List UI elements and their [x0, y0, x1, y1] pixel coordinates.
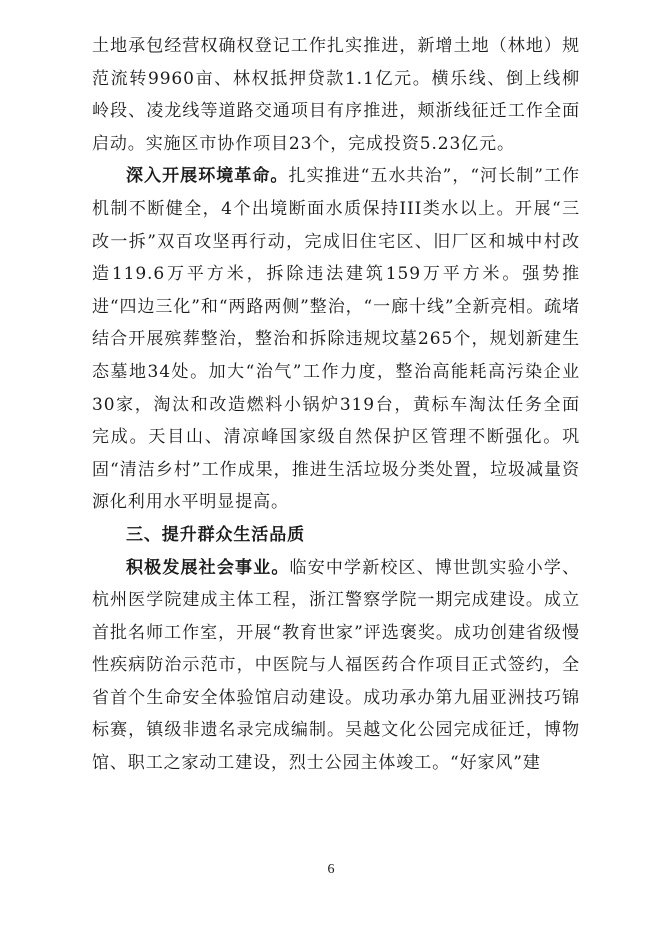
paragraph-lead-environment: 深入开展环境革命。 [126, 166, 289, 187]
paragraph-lead-social: 积极发展社会事业。 [126, 557, 290, 578]
paragraph-body-social: 临安中学新校区、博世凯实验小学、杭州医学院建成主体工程，浙江警察学院一期完成建设。成立首批名师工作室，开展“教育世家”评选褒奖。成功创建省级慢性疾病防治示范市，中医院与人福医药合作项目正式签约，全省首个生命安全体验馆启动建设。成功承办第九届亚洲技巧锦标赛，镇级非遗名录完成编制。吴越文化公园完成征迁，博物馆、职工之家动工建设，烈士公园主体竣工。“好家风”建 [92, 557, 580, 774]
section-heading: 三、提升群众生活品质 [126, 524, 305, 545]
paragraph-land-reform: 土地承包经营权确权登记工作扎实推进，新增土地（林地）规范流转9960亩、林权抵押贷款1.1亿元。横乐线、倒上线柳岭段、凌龙线等道路交通项目有序推进，颊浙线征迁工作全面启动。实施区市协作项目23个，完成投资5.23亿元。 [92, 36, 580, 154]
paragraph-social-affairs [92, 552, 580, 780]
page-number: 6 [327, 862, 335, 877]
document-page [92, 30, 580, 780]
paragraph-body-environment: 扎实推进“五水共治”，“河长制”工作机制不断健全，4个出境断面水质保持III类水以上。开展“三改一拆”双百攻坚再行动，完成旧住宅区、旧厂区和城中村改造119.6万平方米，拆除违法建筑159万平方米。强势推进“四边三化”和“两路两侧”整治，“一廊十线”全新亮相。疏堵结合开展殡葬整治，整治和拆除违规坟墓265个，规划新建生态墓地34处。加大“治气”工作力度，整治高能耗高污染企业30家，淘汰和改造燃料小锅炉319台，黄标车淘汰任务全面完成。天目山、清凉峰国家级自然保护区管理不断强化。巩固“清洁乡村”工作成果，推进生活垃圾分类处置，垃圾减量资源化利用水平明显提高。 [92, 166, 580, 513]
paragraph-environment [92, 160, 580, 519]
